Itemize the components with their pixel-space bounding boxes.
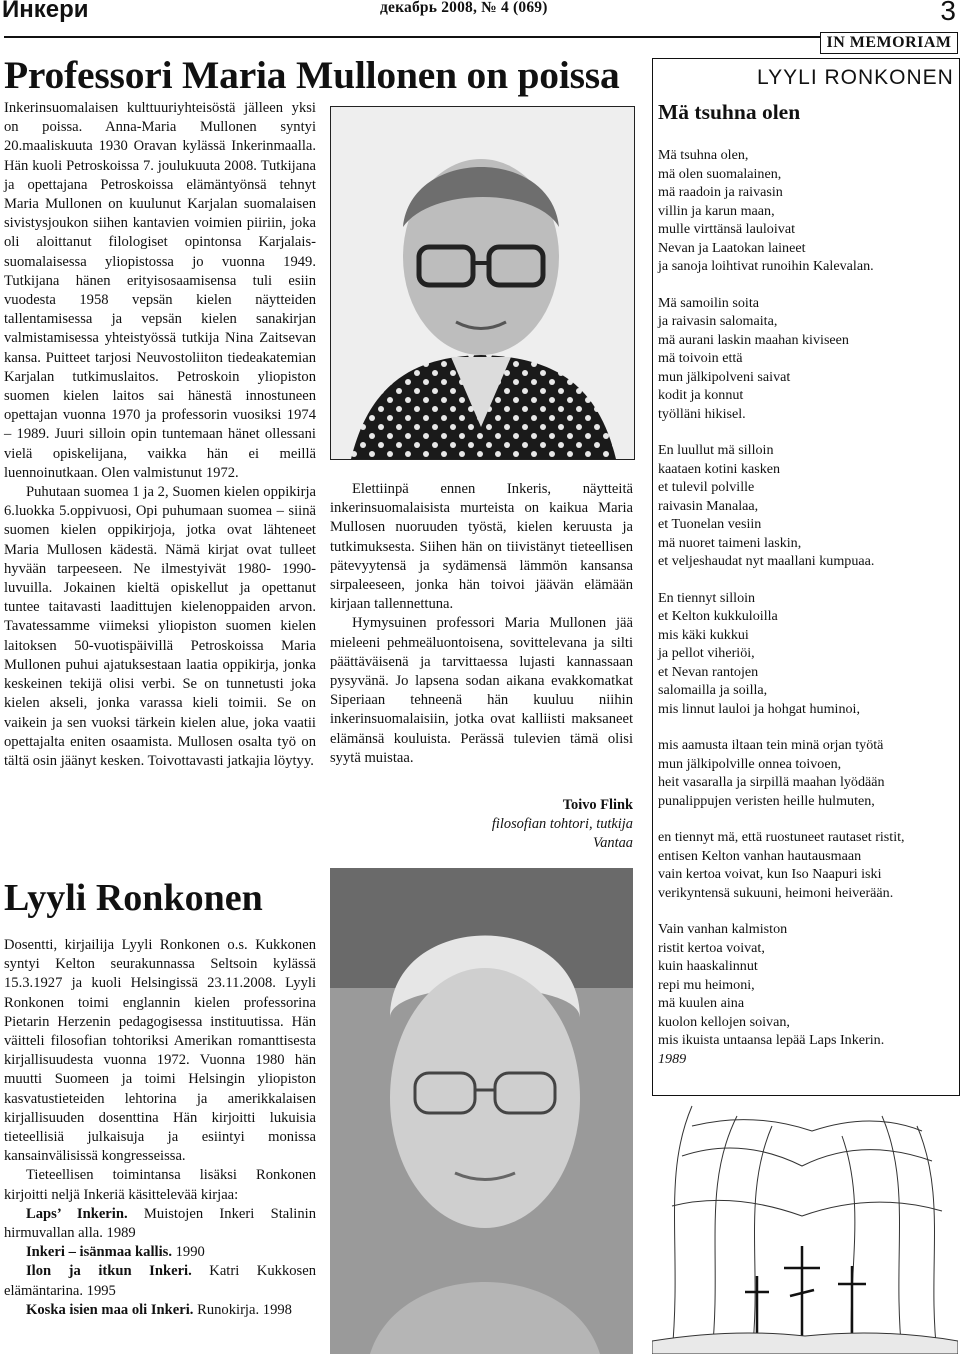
portrait-photo-mullonen (330, 106, 635, 460)
poem-text (658, 146, 954, 1068)
portrait-illustration (330, 868, 633, 1354)
cemetery-illustration (652, 1096, 958, 1354)
ronkonen-paragraph: Tieteellisen toimintansa lisäksi Ronkonen kirjoitti neljä Inkeriä käsittelevää kirjaa: (4, 1167, 316, 1203)
signature-role: filosofian tohtori, tutkija (491, 816, 633, 832)
poem-stanza: Mä samoilin soita ja raivasin salomaita, mä aurani laskin maahan kiviseen mä toivoin että mun jälkipolveni saivat kodit ja konnut työlläni hikisel. (658, 294, 849, 422)
book-item: Ilon ja itkun Inkeri. Katri Kukkosen elämäntarina. 1995 (4, 1263, 316, 1299)
ronkonen-title: Lyyli Ronkonen (4, 877, 263, 919)
poem-stanza: Mä tsuhna olen, mä olen suomalainen, mä raadoin ja raivasin villin ja karun maan, mulle virttänsä lauloivat Nevan ja Laatokan laineet ja sanoja loihtivat runoihin Kalevalan. (658, 147, 874, 274)
poem-stanza: En tiennyt silloin et Kelton kukkuloilla mis käki kukkui ja pellot viheriöi, et Nevan rantojen salomailla ja soilla, mis linnut lauloi ja hohgat huminoi, (658, 589, 860, 717)
mullonen-paragraph: Elettiinpä ennen Inkeris, näytteitä inkerinsuomalaisista murteista on kaikua Maria Mullosen nuoruuden työstä, kielen keruusta ja tutkimuksesta. Siihen hän on tiivistänyt tieteellisen pätevyytensä ja sydämensä lämmön kansansa sirpaleeseen, jonka hän toivoi jäävän elämään kirjaan tallennettuna. (330, 481, 633, 613)
publication-name: Инкери (2, 0, 89, 23)
poem-stanza: Vain vanhan kalmiston ristit kertoa voivat, kuin haaskalinnut repi mu heimoni, mä kuulen aina kuolon kellojen soivan, mis ikuista untaansa lepää Laps Inkerin. (658, 921, 885, 1048)
mullonen-middle-body (330, 480, 633, 768)
poem-author: LYYLI RONKONEN (757, 66, 954, 89)
crosses-drawing (652, 1096, 958, 1354)
portrait-photo-ronkonen (330, 868, 633, 1354)
header-rule (4, 36, 958, 38)
book-list (4, 1205, 316, 1320)
poem-stanza: En luullut mä silloin kaataen kotini kasken et tulevil polville raivasin Manalaa, et Tuonelan vesiin mä nuoret taimeni laskin, et veljeshaudat nyt maallani kumpuaa. (658, 442, 875, 569)
portrait-illustration (331, 107, 634, 459)
signature-name: Toivo Flink (562, 797, 633, 813)
signature-place: Vantaa (593, 835, 633, 851)
poem-stanza: en tiennyt mä, että ruostuneet rautaset ristit, entisen Kelton vanhan hautausmaan vain kertoa voivat, kun Iso Naapuri iski verikyntensä sukuuni, heimoni heiverään. (658, 829, 905, 901)
book-item: Inkeri – isänmaa kallis. 1990 (26, 1244, 205, 1261)
mullonen-paragraph: Inkerinsuomalaisen kulttuuriyhteisöstä jälleen yksi on poissa. Anna-Maria Mullonen syntyi 20.maaliskuuta 1930 Oravan kylässä Inkerinmaalla. Hän kuoli Petroskoissa 7. joulukuuta 2008. Tutkijana ja opettajana Petroskoissa elämäntyönsä tehnyt Maria Mullonen on kuulunut Karjalan suomalaisen sivistysjoukon siihen kantavien voimien piiriin, joka oli aloittanut filologiset opintonsa Karjalais-suomalaisessa yliopistossa jo vuonna 1949. Tutkijana hänen erityisosaamisensa tuli esiin vuodesta 1958 vepsän kielen näytteiden tallentamisessa ja vepsän kielen sanakirjan valmistamisessa yhteistyössä tutkija Nina Zaitsevan kansa. Puitteet tarjosi Neuvostoliiton tiedeakatemian Karjalan tutkimuslaitos. Petroskoin yliopiston suomen kielen laitos sai hänestä innostuneen opettajan vuonna 1970 ja professorin vuosiksi 1974 – 1989. Juuri silloin opin tuntemaan hänet ollessani vielä opiskelijana, vaikka hän ei meillä luennoinutkaan. Olen valmistunut 1972. (4, 100, 316, 481)
signature-block (330, 796, 633, 853)
book-item: Koska isien maa oli Inkeri. Runokirja. 1998 (26, 1301, 292, 1318)
book-item: Laps’ Inkerin. Muistojen Inkeri Stalinin hirmuvallan alla. 1989 (4, 1205, 316, 1242)
article-title: Professori Maria Mullonen on poissa (4, 53, 620, 97)
poem-title: Mä tsuhna olen (658, 100, 801, 124)
ronkonen-body (4, 936, 316, 1320)
mullonen-paragraph: Puhutaan suomea 1 ja 2, Suomen kielen oppikirja 6.luokka 5.oppivuosi, Opi puhumaan suomea – siinä suomen kielen oppikirjoja, jotka ovat lähteneet Maria Mullosen kädestä. Nämä kirjat ovat tulleet hyvään tarpeeseen. Ne ilmestyivät 1980- 1990-luvuilla. Jokainen kieltä opiskellut ja opettanut tuntee taitavasti laadittujen kielenoppaiden arvon. Tavatessamme viimeksi yliopiston suomen kielen laitoksen 50-vuotispäivillä Petroskoissa Maria Mullonen puhui ajatuksestaan laatia oppikirja, jonka keskeinen tekijä olisi verbi. Se on tunnetusti joka kielen akseli, jonka varassa kieli toimii. Se on vaikein ja sen vuoksi tärkein kielen alue, joka vaatii opettajalta eniten osaamista. Mullosen osalta työ on tältä osin jäänyt kesken. Toivottavasti jatkajia löytyy. (4, 484, 316, 769)
mullonen-paragraph: Hymysuinen professori Maria Mullonen jää mieleeni pehmeäluontoisena, sovittelevana ja silti päättäväisenä ja tarvittaessa lujasti kannassaan pysyvänä. Jo lapsena sodan aikana evakkomatkat Siperiaan tehneenä hän kuuluu niihin inkerinsuomalaisiin, jotka ovat kalliisti maksaneet elämänsä kouluista. Perässä tulevien tämä olisi syytä muistaa. (330, 615, 633, 766)
ronkonen-paragraph: Dosentti, kirjailija Lyyli Ronkonen o.s. Kukkonen syntyi Kelton seurakunnassa Seltsoin kylässä 15.3.1927 ja kuoli Helsingissä 23.11.2008. Lyyli Ronkonen toimi englannin kielen professorina Pietarin Herzenin pedagogisessa instituutissa. Hän väitteli filosofian tohtoriksi Amerikan romanttisesta kirjallisuudesta vuonna 1972. Vuonna 1980 hän muutti Suomeen ja toimi Helsingin yliopiston kasvatustieteiden lehtorina ja amerikkalaisen kirjallisuuden dosenttina Hän kirjoitti lukuisia tieteellisiä julkaisuja ja esiintyi monissa kansainvälisissä kongresseissa. (4, 937, 316, 1165)
section-label: IN MEMORIAM (820, 32, 958, 54)
mullonen-body (4, 99, 316, 771)
page-number: 3 (940, 0, 956, 26)
issue-info: декабрь 2008, № 4 (069) (380, 0, 548, 16)
poem-year: 1989 (658, 1050, 687, 1067)
poem-stanza: mis aamusta iltaan tein minä orjan työtä mun jälkipolville onnea toivoen, heit vasaralla ja sirpillä maahan lyödään punalippujen veristen heille hulmuten, (658, 737, 885, 809)
